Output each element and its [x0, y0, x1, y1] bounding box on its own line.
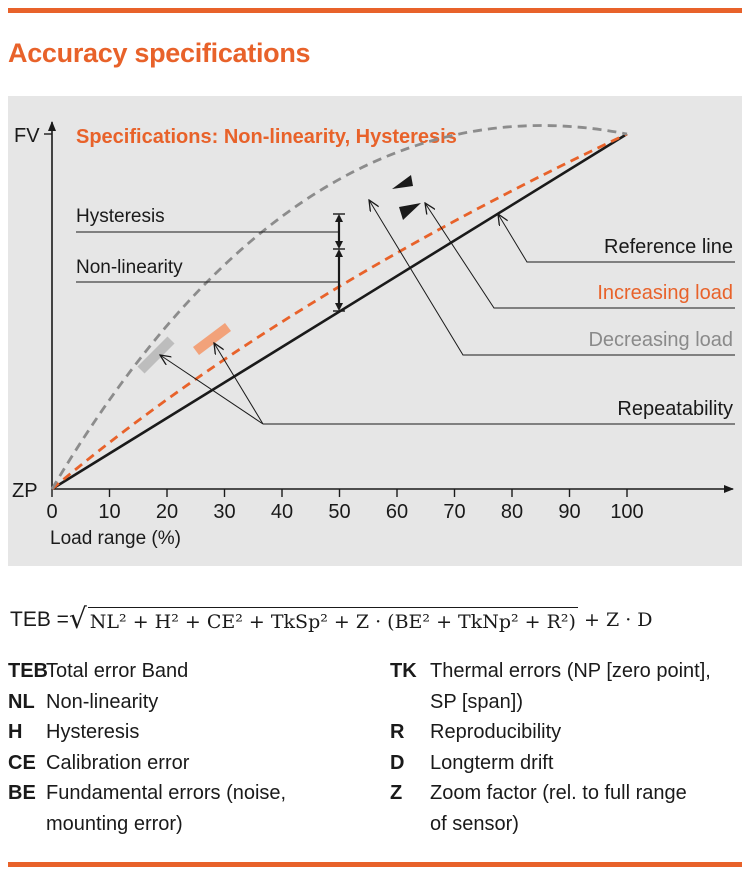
legend-right-column: [390, 656, 740, 839]
sqrt-icon: √: [68, 602, 87, 635]
legend-description: Thermal errors (NP [zero point],: [430, 660, 711, 682]
repeatability-band-increasing: [196, 327, 228, 351]
x-axis-label: Load range (%): [50, 528, 181, 549]
bottom-accent-rule: [8, 862, 742, 867]
legend-row: [8, 717, 368, 748]
hysteresis-arrow-up: [335, 214, 343, 222]
y-label-zp: ZP: [12, 480, 38, 502]
x-tick-label: 70: [443, 501, 466, 523]
legend-row: [8, 656, 368, 687]
y-label-fv: FV: [14, 125, 40, 147]
legend-description: Zoom factor (rel. to full range: [430, 782, 687, 804]
legend-row: [8, 809, 368, 840]
x-tick-label-group: [46, 501, 643, 523]
page-title: Accuracy specifications: [8, 38, 311, 68]
formula-lhs: TEB =: [10, 608, 69, 631]
legend-abbreviation: [390, 809, 430, 840]
x-tick-label: 10: [98, 501, 121, 523]
legend-abbreviation: TK: [390, 660, 417, 682]
legend-row: [390, 809, 740, 840]
legend-left-column: [8, 656, 368, 839]
increasing-direction-arrow: [399, 203, 421, 220]
increasing-load-label: Increasing load: [597, 282, 733, 304]
formula-tail: + Z · D: [577, 609, 653, 631]
legend-row: [390, 656, 740, 687]
legend-description: Non-linearity: [46, 690, 159, 713]
legend-description: Reproducibility: [430, 721, 562, 743]
legend-description: SP [span]): [430, 690, 524, 713]
legend-row: [390, 778, 740, 809]
non-linearity-arrow-up: [335, 249, 343, 257]
legend-abbreviation: [390, 687, 430, 718]
legend-abbreviation: H: [8, 721, 23, 743]
legend-abbreviation: [8, 809, 46, 840]
legend-row: [8, 687, 368, 718]
repeatability-label: Repeatability: [617, 398, 733, 420]
diagram-title: Specifications: Non-linearity, Hysteresis: [76, 126, 457, 148]
formula-radicand: NL² + H² + CE² + TkSp² + Z · (BE² + TkNp² + R²): [88, 607, 578, 633]
x-tick-group: [52, 489, 627, 497]
hysteresis-label: Hysteresis: [76, 206, 165, 227]
legend-description: mounting error): [46, 812, 183, 835]
legend-row: [390, 687, 740, 718]
legend-abbreviation: CE: [8, 751, 36, 774]
legend-abbreviation: NL: [8, 690, 35, 713]
hysteresis-arrow-down: [335, 241, 343, 249]
legend-row: [390, 717, 740, 748]
formula-sqrt: [68, 602, 578, 635]
legend-abbreviation: R: [390, 721, 405, 743]
teb-formula: [10, 602, 653, 635]
x-tick-label: 60: [385, 501, 409, 523]
x-tick-label: 20: [155, 501, 179, 523]
decreasing-load-label: Decreasing load: [588, 329, 733, 351]
legend-description: Longterm drift: [430, 751, 554, 774]
legend-description: Fundamental errors (noise,: [46, 782, 287, 804]
decreasing-direction-arrow: [392, 175, 413, 189]
legend-row: [390, 748, 740, 779]
x-tick-label: 50: [328, 501, 351, 523]
reference-line-label: Reference line: [604, 236, 733, 258]
legend-abbreviation: TEB: [8, 660, 48, 682]
x-tick-label: 0: [46, 501, 58, 523]
legend-row: [8, 778, 368, 809]
x-tick-label: 30: [213, 501, 236, 523]
legend-description: Calibration error: [46, 751, 190, 774]
legend-abbreviation: BE: [8, 782, 36, 804]
x-tick-label: 100: [610, 501, 644, 523]
legend-description: Total error Band: [46, 660, 189, 682]
x-tick-label: 90: [558, 501, 581, 523]
legend-row: [8, 748, 368, 779]
repeatability-band-decreasing: [141, 340, 171, 370]
x-tick-label: 40: [270, 501, 294, 523]
legend-description: of sensor): [430, 812, 519, 835]
legend-abbreviation: Z: [390, 782, 403, 804]
non-linearity-label: Non-linearity: [76, 257, 183, 278]
legend-description: Hysteresis: [46, 721, 140, 743]
legend-abbreviation: D: [390, 751, 405, 774]
x-tick-label: 80: [500, 501, 524, 523]
